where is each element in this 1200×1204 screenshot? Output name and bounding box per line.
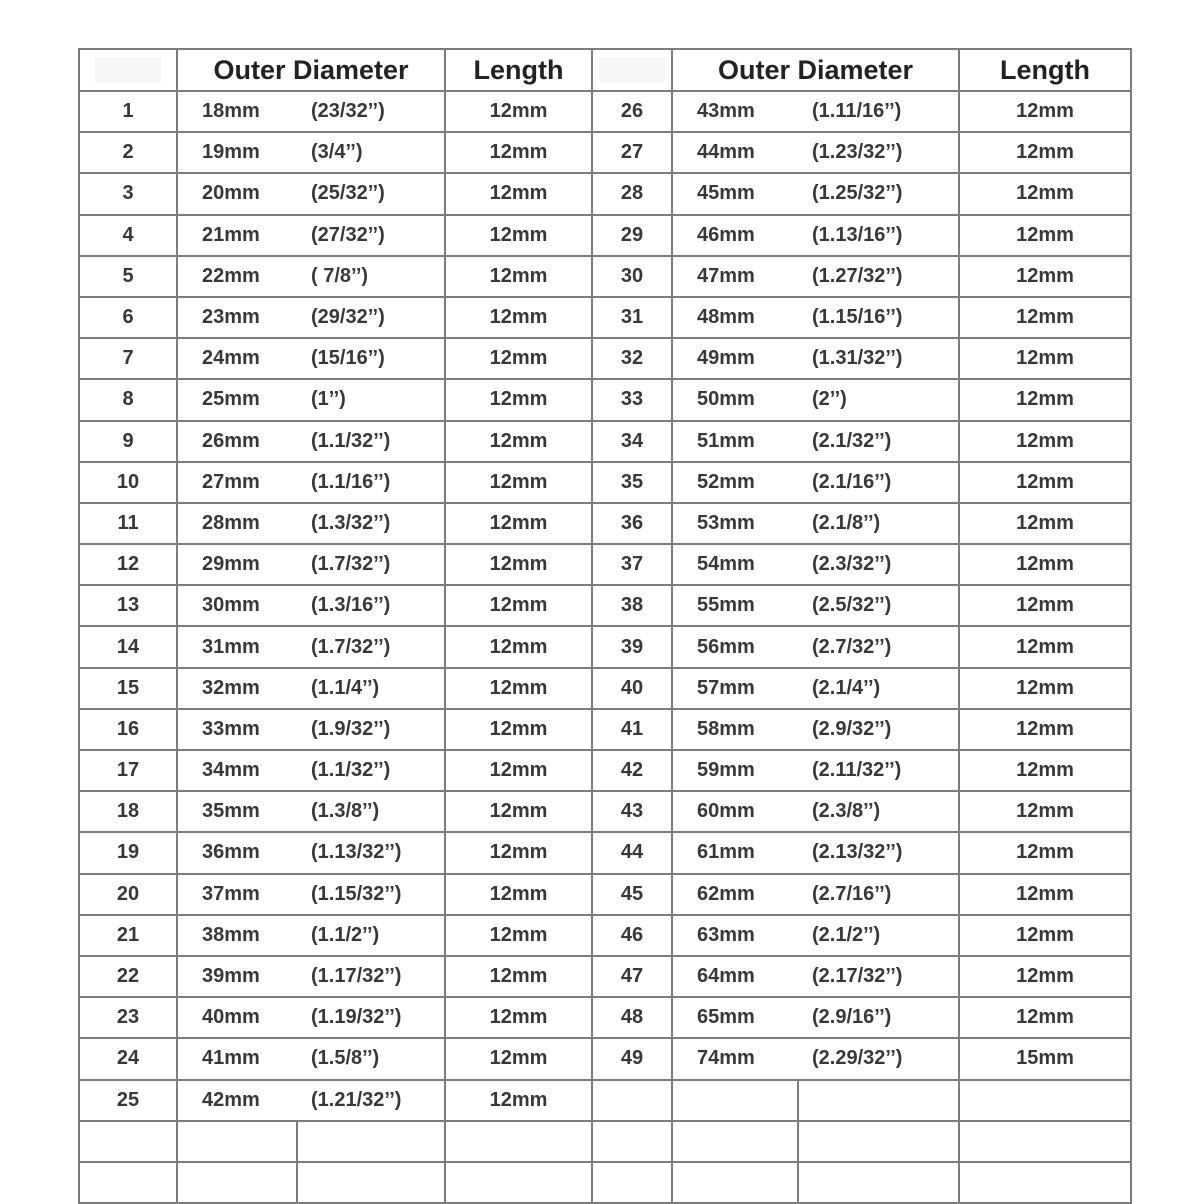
right-length-cell: 12mm [959, 173, 1131, 214]
right-number-cell: 28 [592, 173, 672, 214]
right-length-cell: 12mm [959, 338, 1131, 379]
left-number-cell: 10 [79, 462, 177, 503]
right-mm-cell: 54mm [672, 544, 798, 585]
left-number-cell: 18 [79, 791, 177, 832]
left-inch-cell: (1.1/4’’) [297, 668, 445, 709]
right-mm-cell: 49mm [672, 338, 798, 379]
left-inch-cell: (1’’) [297, 379, 445, 420]
right-number-cell: 27 [592, 132, 672, 173]
left-number-cell: 25 [79, 1080, 177, 1121]
table-row [79, 1038, 1131, 1079]
right-mm-cell: 51mm [672, 421, 798, 462]
left-mm-cell: 24mm [177, 338, 297, 379]
left-number-cell: 7 [79, 338, 177, 379]
left-inch-cell: (1.9/32’’) [297, 709, 445, 750]
left-length-cell: 12mm [445, 585, 592, 626]
left-inch-cell: (1.1/32’’) [297, 750, 445, 791]
right-mm-cell [672, 1080, 798, 1121]
table-row [79, 421, 1131, 462]
table-row [79, 709, 1131, 750]
right-length-cell [959, 1080, 1131, 1121]
right-length-cell: 12mm [959, 544, 1131, 585]
right-length-cell [959, 1162, 1131, 1203]
left-inch-cell: (1.19/32’’) [297, 997, 445, 1038]
left-inch-cell: (1.1/32’’) [297, 421, 445, 462]
table-row [79, 91, 1131, 132]
right-mm-cell: 47mm [672, 256, 798, 297]
right-mm-cell: 60mm [672, 791, 798, 832]
left-length-cell: 12mm [445, 709, 592, 750]
right-length-cell [959, 1121, 1131, 1162]
right-number-cell: 47 [592, 956, 672, 997]
left-number-cell: 2 [79, 132, 177, 173]
right-number-cell: 38 [592, 585, 672, 626]
right-number-cell: 31 [592, 297, 672, 338]
left-mm-cell: 36mm [177, 832, 297, 873]
right-inch-cell: (2.9/32’’) [798, 709, 959, 750]
left-number-cell: 23 [79, 997, 177, 1038]
left-length-cell: 12mm [445, 421, 592, 462]
left-number-cell: 24 [79, 1038, 177, 1079]
right-inch-cell [798, 1162, 959, 1203]
right-length-cell: 12mm [959, 750, 1131, 791]
right-length-cell: 12mm [959, 91, 1131, 132]
right-number-cell: 29 [592, 215, 672, 256]
right-mm-cell: 52mm [672, 462, 798, 503]
right-mm-cell: 58mm [672, 709, 798, 750]
table-row [79, 132, 1131, 173]
header-number-blank-right [592, 49, 672, 91]
left-inch-cell: (1.13/32’’) [297, 832, 445, 873]
header-outer-diameter-right: Outer Diameter [672, 49, 959, 91]
right-inch-cell: (1.23/32’’) [798, 132, 959, 173]
table-row [79, 379, 1131, 420]
right-number-cell [592, 1162, 672, 1203]
left-inch-cell: (1.1/2’’) [297, 915, 445, 956]
right-length-cell: 15mm [959, 1038, 1131, 1079]
left-mm-cell: 33mm [177, 709, 297, 750]
left-inch-cell: (1.15/32’’) [297, 874, 445, 915]
left-inch-cell: (1.3/32’’) [297, 503, 445, 544]
table-row [79, 297, 1131, 338]
left-number-cell: 11 [79, 503, 177, 544]
right-number-cell: 43 [592, 791, 672, 832]
left-inch-cell: (1.21/32’’) [297, 1080, 445, 1121]
right-mm-cell: 53mm [672, 503, 798, 544]
left-mm-cell: 27mm [177, 462, 297, 503]
right-length-cell: 12mm [959, 503, 1131, 544]
left-mm-cell: 29mm [177, 544, 297, 585]
right-number-cell: 37 [592, 544, 672, 585]
left-number-cell: 20 [79, 874, 177, 915]
left-number-cell: 12 [79, 544, 177, 585]
right-mm-cell: 59mm [672, 750, 798, 791]
left-number-cell: 1 [79, 91, 177, 132]
left-length-cell: 12mm [445, 997, 592, 1038]
right-mm-cell: 63mm [672, 915, 798, 956]
right-inch-cell: (2.7/16’’) [798, 874, 959, 915]
table-row [79, 544, 1131, 585]
left-inch-cell: (23/32’’) [297, 91, 445, 132]
left-inch-cell: (1.7/32’’) [297, 544, 445, 585]
right-length-cell: 12mm [959, 585, 1131, 626]
left-number-cell: 16 [79, 709, 177, 750]
left-inch-cell: (1.3/8’’) [297, 791, 445, 832]
right-inch-cell: (2.1/4’’) [798, 668, 959, 709]
table-row [79, 874, 1131, 915]
left-number-cell: 14 [79, 626, 177, 667]
right-inch-cell: (2.7/32’’) [798, 626, 959, 667]
left-length-cell [445, 1162, 592, 1203]
left-number-cell: 19 [79, 832, 177, 873]
right-inch-cell: (2.1/32’’) [798, 421, 959, 462]
table-row [79, 832, 1131, 873]
right-length-cell: 12mm [959, 626, 1131, 667]
left-inch-cell: (1.7/32’’) [297, 626, 445, 667]
right-number-cell: 49 [592, 1038, 672, 1079]
left-inch-cell [297, 1162, 445, 1203]
right-number-cell: 33 [592, 379, 672, 420]
right-mm-cell: 64mm [672, 956, 798, 997]
left-length-cell: 12mm [445, 668, 592, 709]
right-inch-cell: (2.1/2’’) [798, 915, 959, 956]
right-inch-cell: (2.17/32’’) [798, 956, 959, 997]
right-inch-cell [798, 1121, 959, 1162]
right-mm-cell: 48mm [672, 297, 798, 338]
table-row [79, 791, 1131, 832]
left-length-cell: 12mm [445, 832, 592, 873]
left-length-cell: 12mm [445, 215, 592, 256]
left-inch-cell: (1.3/16’’) [297, 585, 445, 626]
left-length-cell: 12mm [445, 256, 592, 297]
right-mm-cell [672, 1162, 798, 1203]
right-number-cell: 26 [592, 91, 672, 132]
right-inch-cell: (2.29/32’’) [798, 1038, 959, 1079]
left-length-cell: 12mm [445, 956, 592, 997]
right-inch-cell: (2.1/16’’) [798, 462, 959, 503]
left-number-cell: 22 [79, 956, 177, 997]
left-length-cell: 12mm [445, 626, 592, 667]
left-length-cell: 12mm [445, 750, 592, 791]
left-number-cell: 3 [79, 173, 177, 214]
table-row [79, 1162, 1131, 1203]
size-table [78, 48, 1132, 1204]
left-mm-cell: 26mm [177, 421, 297, 462]
right-number-cell: 30 [592, 256, 672, 297]
right-number-cell: 34 [592, 421, 672, 462]
right-number-cell: 36 [592, 503, 672, 544]
table-row [79, 503, 1131, 544]
right-mm-cell: 62mm [672, 874, 798, 915]
left-inch-cell: (29/32’’) [297, 297, 445, 338]
left-number-cell: 21 [79, 915, 177, 956]
left-inch-cell: (27/32’’) [297, 215, 445, 256]
left-inch-cell [297, 1121, 445, 1162]
right-mm-cell: 46mm [672, 215, 798, 256]
left-inch-cell: (1.1/16’’) [297, 462, 445, 503]
right-mm-cell: 44mm [672, 132, 798, 173]
right-length-cell: 12mm [959, 462, 1131, 503]
right-inch-cell [798, 1080, 959, 1121]
right-mm-cell: 45mm [672, 173, 798, 214]
left-number-cell: 13 [79, 585, 177, 626]
left-inch-cell: ( 7/8’’) [297, 256, 445, 297]
table-body [79, 49, 1131, 1203]
right-length-cell: 12mm [959, 709, 1131, 750]
table-row [79, 750, 1131, 791]
right-length-cell: 12mm [959, 832, 1131, 873]
right-mm-cell: 55mm [672, 585, 798, 626]
left-length-cell: 12mm [445, 791, 592, 832]
left-mm-cell: 21mm [177, 215, 297, 256]
header-length-right: Length [959, 49, 1131, 91]
right-length-cell: 12mm [959, 215, 1131, 256]
right-mm-cell: 56mm [672, 626, 798, 667]
right-number-cell: 42 [592, 750, 672, 791]
left-number-cell: 8 [79, 379, 177, 420]
left-mm-cell: 18mm [177, 91, 297, 132]
right-number-cell: 35 [592, 462, 672, 503]
left-number-cell: 6 [79, 297, 177, 338]
right-length-cell: 12mm [959, 256, 1131, 297]
right-inch-cell: (2.5/32’’) [798, 585, 959, 626]
right-inch-cell: (2.3/8’’) [798, 791, 959, 832]
left-length-cell: 12mm [445, 462, 592, 503]
right-number-cell: 46 [592, 915, 672, 956]
left-mm-cell: 40mm [177, 997, 297, 1038]
table-row [79, 256, 1131, 297]
left-mm-cell: 28mm [177, 503, 297, 544]
right-mm-cell: 65mm [672, 997, 798, 1038]
right-length-cell: 12mm [959, 297, 1131, 338]
left-mm-cell: 34mm [177, 750, 297, 791]
left-number-cell [79, 1121, 177, 1162]
left-number-cell: 4 [79, 215, 177, 256]
left-mm-cell: 20mm [177, 173, 297, 214]
right-length-cell: 12mm [959, 791, 1131, 832]
table-row [79, 915, 1131, 956]
table-row [79, 338, 1131, 379]
left-mm-cell: 39mm [177, 956, 297, 997]
right-inch-cell: (2.1/8’’) [798, 503, 959, 544]
left-inch-cell: (15/16’’) [297, 338, 445, 379]
table-row [79, 956, 1131, 997]
left-mm-cell: 41mm [177, 1038, 297, 1079]
left-length-cell: 12mm [445, 544, 592, 585]
table-row [79, 585, 1131, 626]
left-mm-cell: 30mm [177, 585, 297, 626]
left-length-cell: 12mm [445, 874, 592, 915]
right-length-cell: 12mm [959, 132, 1131, 173]
left-mm-cell: 32mm [177, 668, 297, 709]
left-length-cell: 12mm [445, 173, 592, 214]
right-mm-cell: 74mm [672, 1038, 798, 1079]
left-mm-cell: 22mm [177, 256, 297, 297]
left-length-cell: 12mm [445, 297, 592, 338]
table-row [79, 626, 1131, 667]
right-number-cell: 44 [592, 832, 672, 873]
right-length-cell: 12mm [959, 668, 1131, 709]
header-outer-diameter-left: Outer Diameter [177, 49, 445, 91]
right-number-cell: 41 [592, 709, 672, 750]
right-inch-cell: (2.13/32’’) [798, 832, 959, 873]
right-inch-cell: (2.3/32’’) [798, 544, 959, 585]
left-mm-cell [177, 1162, 297, 1203]
right-length-cell: 12mm [959, 421, 1131, 462]
right-mm-cell: 43mm [672, 91, 798, 132]
right-inch-cell: (1.25/32’’) [798, 173, 959, 214]
right-length-cell: 12mm [959, 915, 1131, 956]
table-row [79, 215, 1131, 256]
left-mm-cell [177, 1121, 297, 1162]
left-number-cell: 5 [79, 256, 177, 297]
left-mm-cell: 37mm [177, 874, 297, 915]
left-mm-cell: 42mm [177, 1080, 297, 1121]
right-mm-cell: 50mm [672, 379, 798, 420]
left-length-cell: 12mm [445, 379, 592, 420]
header-length-left: Length [445, 49, 592, 91]
right-length-cell: 12mm [959, 956, 1131, 997]
right-inch-cell: (1.13/16’’) [798, 215, 959, 256]
left-length-cell: 12mm [445, 91, 592, 132]
left-mm-cell: 35mm [177, 791, 297, 832]
right-number-cell: 39 [592, 626, 672, 667]
right-inch-cell: (2.9/16’’) [798, 997, 959, 1038]
right-inch-cell: (1.11/16’’) [798, 91, 959, 132]
left-length-cell: 12mm [445, 503, 592, 544]
right-number-cell: 48 [592, 997, 672, 1038]
table-row [79, 173, 1131, 214]
right-mm-cell: 61mm [672, 832, 798, 873]
left-length-cell: 12mm [445, 132, 592, 173]
right-number-cell: 40 [592, 668, 672, 709]
right-mm-cell: 57mm [672, 668, 798, 709]
right-inch-cell: (1.31/32’’) [798, 338, 959, 379]
left-number-cell: 17 [79, 750, 177, 791]
table-row [79, 997, 1131, 1038]
left-inch-cell: (1.17/32’’) [297, 956, 445, 997]
left-length-cell: 12mm [445, 338, 592, 379]
header-row [79, 49, 1131, 91]
left-mm-cell: 19mm [177, 132, 297, 173]
left-mm-cell: 23mm [177, 297, 297, 338]
right-length-cell: 12mm [959, 874, 1131, 915]
left-number-cell: 15 [79, 668, 177, 709]
right-number-cell: 32 [592, 338, 672, 379]
table-row [79, 462, 1131, 503]
left-number-cell [79, 1162, 177, 1203]
table-row [79, 1121, 1131, 1162]
right-mm-cell [672, 1121, 798, 1162]
right-number-cell [592, 1121, 672, 1162]
right-inch-cell: (1.27/32’’) [798, 256, 959, 297]
header-number-blank-left [79, 49, 177, 91]
left-length-cell: 12mm [445, 1038, 592, 1079]
right-number-cell [592, 1080, 672, 1121]
right-inch-cell: (1.15/16’’) [798, 297, 959, 338]
table-row [79, 668, 1131, 709]
left-length-cell: 12mm [445, 915, 592, 956]
right-number-cell: 45 [592, 874, 672, 915]
left-inch-cell: (3/4’’) [297, 132, 445, 173]
left-mm-cell: 38mm [177, 915, 297, 956]
left-number-cell: 9 [79, 421, 177, 462]
right-length-cell: 12mm [959, 997, 1131, 1038]
left-length-cell: 12mm [445, 1080, 592, 1121]
right-inch-cell: (2’’) [798, 379, 959, 420]
table-row [79, 1080, 1131, 1121]
right-length-cell: 12mm [959, 379, 1131, 420]
left-inch-cell: (1.5/8’’) [297, 1038, 445, 1079]
left-mm-cell: 31mm [177, 626, 297, 667]
left-mm-cell: 25mm [177, 379, 297, 420]
right-inch-cell: (2.11/32’’) [798, 750, 959, 791]
left-inch-cell: (25/32’’) [297, 173, 445, 214]
left-length-cell [445, 1121, 592, 1162]
